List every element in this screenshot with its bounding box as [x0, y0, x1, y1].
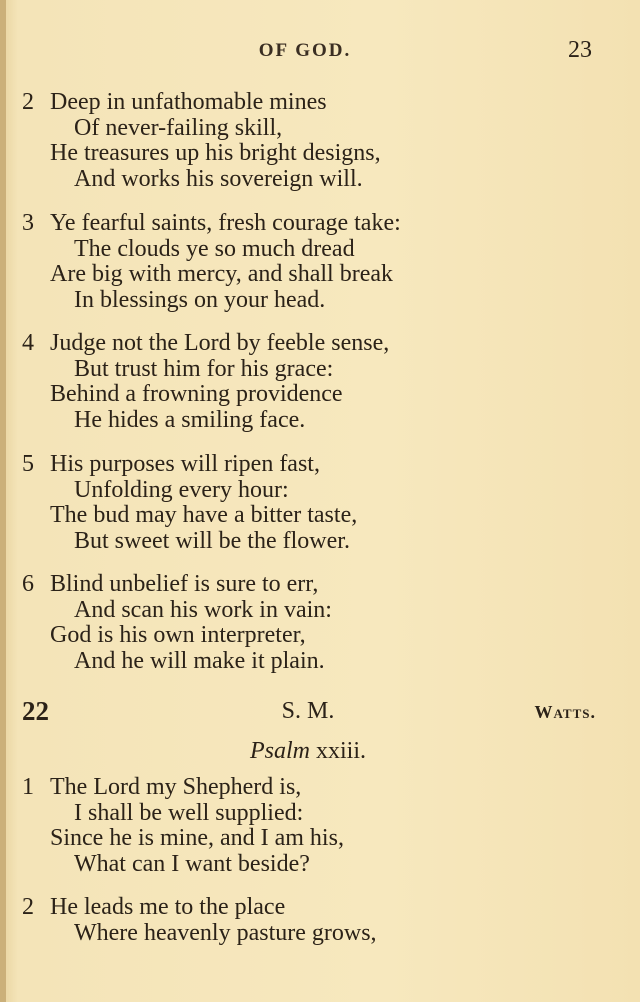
- stanza-line: [22, 572, 612, 598]
- stanza: [22, 90, 612, 192]
- line-text: His purposes will ripen fast,: [50, 451, 320, 477]
- hymn-heading: [0, 696, 640, 730]
- stanza-line: [22, 452, 612, 478]
- running-head: [0, 37, 640, 70]
- stanza: [22, 452, 612, 554]
- stanza-line: And he will make it plain.: [74, 647, 325, 674]
- page-number: 23: [568, 37, 592, 63]
- stanza-line: And scan his work in vain:: [74, 596, 332, 623]
- stanza-line: [22, 775, 612, 801]
- stanza: [22, 572, 612, 674]
- stanza-line: Where heavenly pasture grows,: [74, 919, 377, 946]
- page-binding-edge: [0, 0, 6, 1002]
- stanza-line: Unfolding every hour:: [74, 476, 289, 503]
- stanza-number: 2: [22, 89, 34, 115]
- stanza-line: I shall be well supplied:: [74, 799, 304, 826]
- stanza-number: 6: [22, 571, 34, 597]
- stanza-line: But sweet will be the flower.: [74, 527, 350, 554]
- line-text: Deep in unfathomable mines: [50, 89, 327, 115]
- stanza-line: And works his sovereign will.: [74, 165, 363, 192]
- stanza-line: Since he is mine, and I am his,: [50, 825, 344, 851]
- stanza-number: 3: [22, 210, 34, 236]
- hymn-author: Watts.: [534, 702, 596, 722]
- stanza: [22, 211, 612, 313]
- line-text: He leads me to the place: [50, 894, 286, 920]
- stanza: [22, 331, 612, 433]
- stanza: [22, 895, 612, 946]
- stanza-number: 4: [22, 330, 34, 356]
- psalm-reference: [0, 738, 616, 765]
- line-text: Judge not the Lord by feeble sense,: [50, 330, 390, 356]
- running-head-title: OF GOD.: [258, 40, 352, 61]
- line-text: The Lord my Shepherd is,: [50, 774, 302, 800]
- psalm-label: Psalm: [249, 738, 310, 764]
- stanza-number: 5: [22, 451, 34, 477]
- stanza-line: Behind a frowning providence: [50, 381, 343, 407]
- stanza-line: But trust him for his grace:: [74, 355, 334, 382]
- stanza-line: Are big with mercy, and shall break: [50, 261, 393, 287]
- stanza-number: 2: [22, 894, 34, 920]
- stanza-line: In blessings on your head.: [74, 286, 326, 313]
- line-text: Blind unbelief is sure to err,: [50, 571, 319, 597]
- line-text: Ye fearful saints, fresh courage take:: [50, 210, 401, 236]
- stanza-line: He treasures up his bright designs,: [50, 140, 381, 166]
- stanza: [22, 775, 612, 877]
- stanza-line: [22, 211, 612, 237]
- stanza-line: God is his own interpreter,: [50, 622, 306, 648]
- stanza-line: The bud may have a bitter taste,: [50, 502, 358, 528]
- stanza-line: [22, 895, 612, 921]
- psalm-number: xxiii.: [315, 738, 366, 764]
- hymn-number: 22: [22, 696, 49, 726]
- stanza-line: What can I want beside?: [74, 850, 310, 877]
- stanza-line: [22, 331, 612, 357]
- hymn-meter: S. M.: [281, 698, 335, 724]
- stanza-line: [22, 90, 612, 116]
- stanza-number: 1: [22, 774, 34, 800]
- stanza-line: He hides a smiling face.: [74, 406, 306, 433]
- stanza-line: Of never-failing skill,: [74, 114, 283, 141]
- stanza-line: The clouds ye so much dread: [74, 235, 355, 262]
